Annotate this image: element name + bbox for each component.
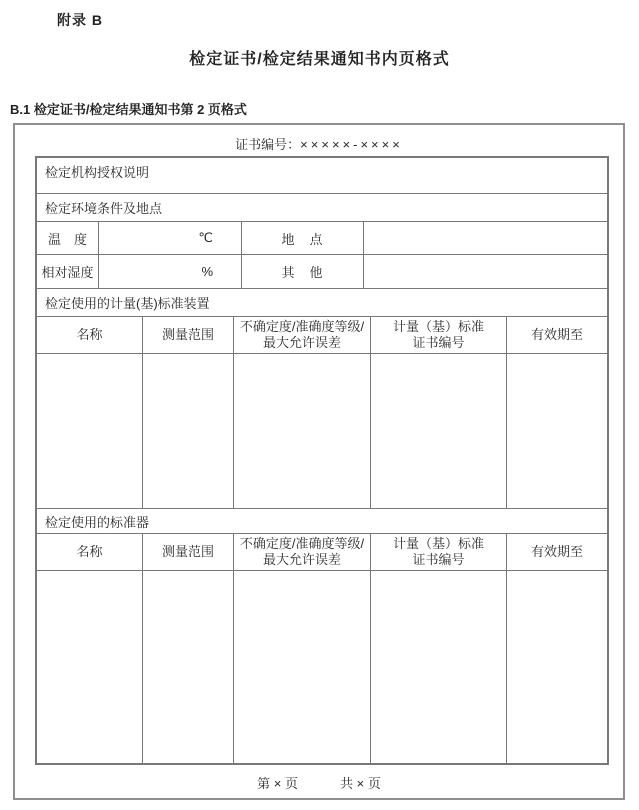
appendix-label: 附录 B — [57, 12, 103, 28]
column-header-name: 名称 — [37, 534, 143, 570]
form-sheet — [13, 123, 625, 800]
section-heading: B.1 检定证书/检定结果通知书第 2 页格式 — [10, 102, 247, 117]
empty-cell — [371, 354, 507, 508]
page-number-label: 第 × 页 — [257, 776, 298, 791]
standards-device-section-label: 检定使用的计量(基)标准装置 — [45, 296, 210, 311]
empty-cell — [234, 571, 371, 763]
temperature-label: 温 度 — [37, 222, 99, 254]
temperature-location-row — [37, 222, 607, 255]
empty-cell — [234, 354, 371, 508]
standards-device-body-row — [37, 354, 607, 509]
authorization-label: 检定机构授权说明 — [45, 165, 150, 180]
column-header-certno: 计量（基）标准 证书编号 — [371, 534, 507, 570]
environment-section-label: 检定环境条件及地点 — [45, 201, 163, 216]
column-header-range: 测量范围 — [143, 317, 234, 353]
humidity-unit: % — [201, 264, 213, 279]
certificate-number-label: 证书编号： — [235, 137, 301, 152]
temperature-value-cell — [99, 222, 242, 254]
empty-cell — [37, 571, 143, 763]
certificate-number — [15, 134, 623, 153]
empty-cell — [507, 354, 607, 508]
column-header-name: 名称 — [37, 317, 143, 353]
empty-cell — [371, 571, 507, 763]
certificate-number-value: ×××××-×××× — [300, 137, 403, 152]
column-header-certno: 计量（基）标准 证书编号 — [371, 317, 507, 353]
authorization-row — [37, 158, 607, 194]
other-value-cell — [364, 255, 607, 288]
humidity-value-cell — [99, 255, 242, 288]
total-pages-label: 共 × 页 — [340, 776, 381, 791]
form-table — [35, 156, 609, 765]
environment-section-row — [37, 194, 607, 222]
reference-standards-body-row — [37, 571, 607, 763]
reference-standards-section-label: 检定使用的标准器 — [45, 514, 150, 530]
page-footer — [15, 773, 623, 792]
document-title: 检定证书/检定结果通知书内页格式 — [189, 51, 450, 68]
humidity-label: 相对湿度 — [37, 255, 99, 288]
humidity-other-row — [37, 255, 607, 289]
temperature-unit: ℃ — [198, 230, 213, 245]
reference-standards-section-row — [37, 509, 607, 534]
location-value-cell — [364, 222, 607, 254]
standards-device-section-row — [37, 289, 607, 317]
column-header-uncertainty: 不确定度/准确度等级/ 最大允许误差 — [234, 534, 371, 570]
column-header-range: 测量范围 — [143, 534, 234, 570]
empty-cell — [507, 571, 607, 763]
location-label: 地 点 — [242, 222, 364, 254]
standards-device-header-row — [37, 317, 607, 354]
column-header-uncertainty: 不确定度/准确度等级/ 最大允许误差 — [234, 317, 371, 353]
other-label: 其 他 — [242, 255, 364, 288]
empty-cell — [37, 354, 143, 508]
empty-cell — [143, 571, 234, 763]
reference-standards-header-row — [37, 534, 607, 571]
column-header-validity: 有效期至 — [530, 543, 583, 559]
empty-cell — [143, 354, 234, 508]
column-header-validity: 有效期至 — [530, 326, 583, 342]
